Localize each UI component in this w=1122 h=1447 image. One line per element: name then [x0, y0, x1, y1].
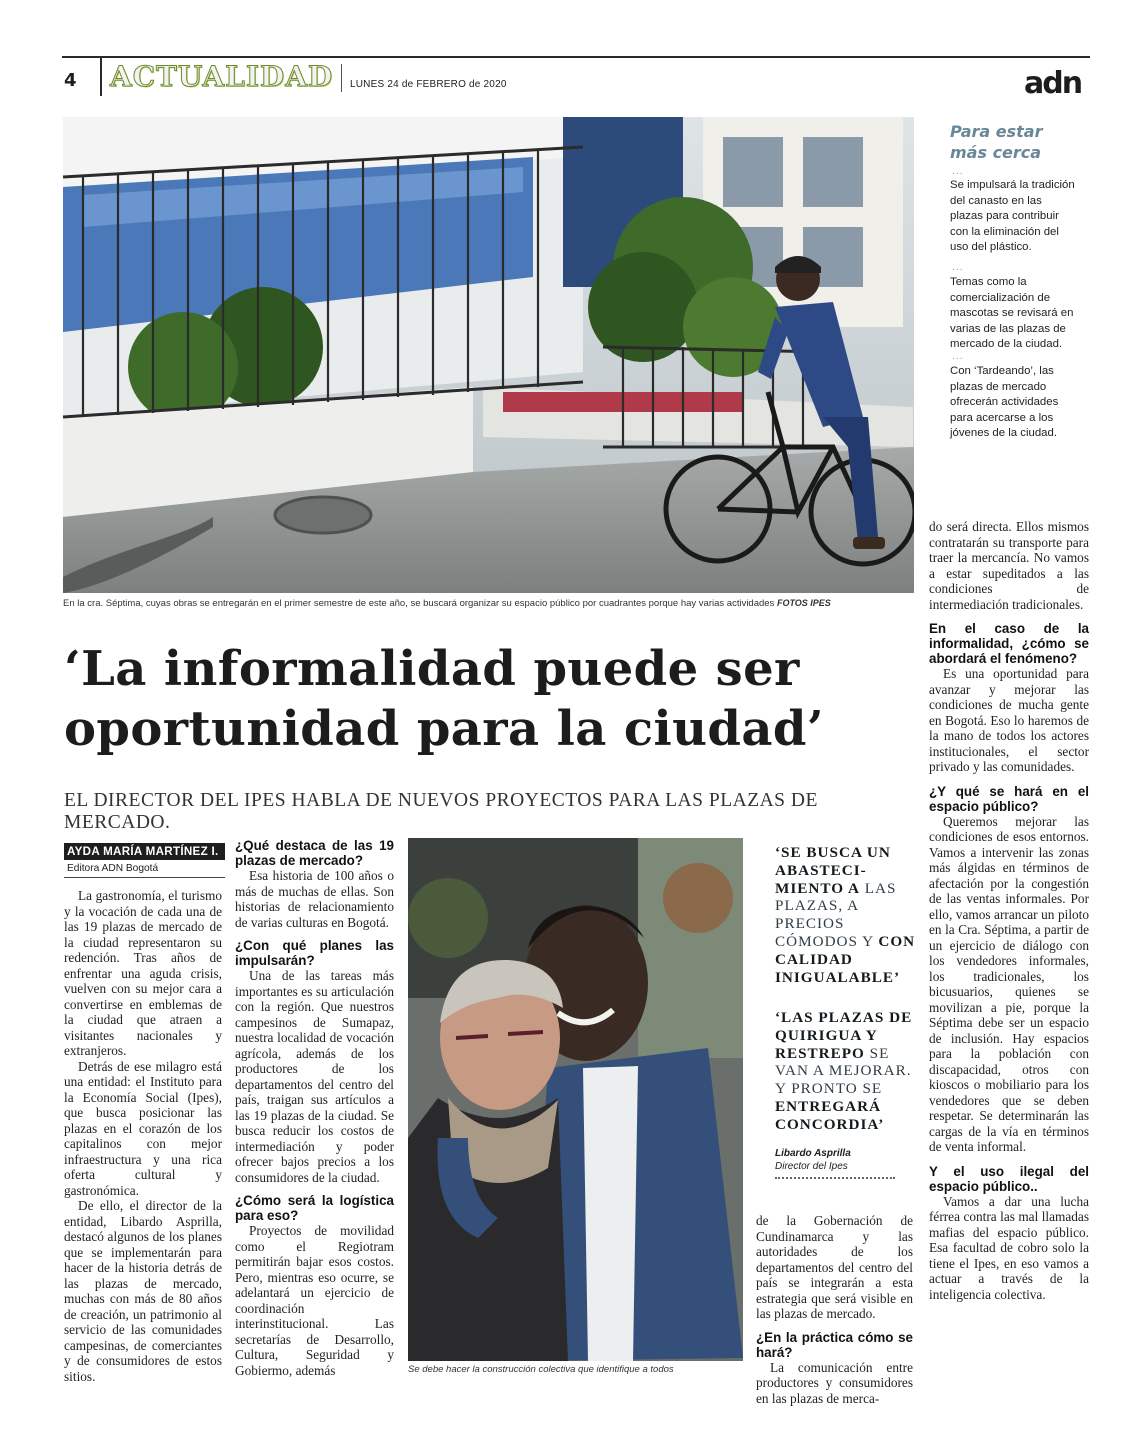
sidebar-item: Con ‘Tardeando’, las plazas de mercado ofrecerán actividades para acercarse a los jóvenes de la ciudad. [950, 365, 1059, 439]
sidebar-dots: ... [952, 263, 964, 273]
interview-answer: Esa historia de 100 años o más de muchas de ellas. Son historias de relacionamiento de varias culturas en Bogotá. [235, 868, 394, 930]
publication-date: LUNES 24 de FEBRERO de 2020 [350, 79, 507, 90]
pull-quote-bold: ‘LAS PLAZAS DE QUIRIGUA Y RESTREPO [775, 1009, 913, 1062]
quote-divider [775, 1177, 895, 1179]
interview-answer: Es una oportunidad para avanzar y mejorar las condiciones de mucha gente en Bogotá. Eso lo haremos de la mano de todos los actores institucionales, el sector privado y las comunidades. [929, 666, 1089, 774]
quote-author-role: Director del Ipes [775, 1161, 848, 1172]
sidebar-title-line1: Para estar [950, 122, 1043, 141]
interview-answer: La comunicación entre productores y consumidores en las plazas de merca- [756, 1359, 913, 1406]
pull-quote-light: SE VAN A MEJORAR. Y PRONTO SE [775, 1044, 912, 1098]
article-column-5 [929, 519, 1089, 1302]
paragraph: La gastronomía, el turismo y la vocación de cada una de las 19 plazas de mercado de la ciudad representaron su redención. Tras años de enfrentar una aguda crisis, vuelven con su mejor cara a convertirse en emblemas de la ciudad que atraen a visitantes nacionales y extranjeros. [64, 888, 222, 1058]
cyclist-photo [63, 117, 914, 593]
adn-logo: adn [1024, 66, 1082, 101]
sidebar-title-line2: más cerca [950, 143, 1042, 162]
headline-line2: oportunidad para la ciudad’ [64, 701, 824, 757]
pull-quote [775, 844, 923, 986]
byline [64, 843, 225, 878]
interview-question: Y el uso ilegal del espacio público.. [929, 1163, 1089, 1194]
interview-answer: de la Gobernación de Cundinamarca y las autoridades de los departamentos del centro del país se integrarán a esta estrategia que será visible en las plazas de mercado. [756, 1213, 913, 1321]
article-column-1 [64, 888, 222, 1384]
pull-quote-bold: ENTREGARÁ CONCORDIA’ [775, 1097, 885, 1133]
interview-answer: do será directa. Ellos mismos contratarán su transporte para traer la mercancía. No vamos a estar supeditados a las condiciones de intermediación tradicionales. [929, 519, 1089, 612]
interview-question: ¿Y qué se hará en el espacio público? [929, 783, 1089, 814]
header-divider [341, 64, 342, 92]
pull-quote-light: LAS PLAZAS, A PRECIOS CÓMODOS Y [775, 879, 897, 950]
sidebar-title [950, 121, 1090, 163]
sidebar-dots: ... [952, 352, 964, 362]
photo-credit: FOTOS IPES [776, 598, 831, 608]
kicker: EL DIRECTOR DEL IPES HABLA DE NUEVOS PROYECTOS PARA LAS PLAZAS DE MERCADO. [64, 790, 818, 833]
interview-answer: Queremos mejorar las condiciones de esos entornos. Vamos a intervenir las zonas más álgidas en términos de afectación por la congestión de las ventas informales. Por ello, vamos arrancar un piloto en la Cra. Séptima, a partir de un ejercicio de diálogo con los vendedores informales, los tradicionales, los bicusuarios, quienes se movilizan a pie, porque la Séptima debe ser un espacio de inclusión. Hay espacios para la población con discapacidad, otros con kioscos o mobiliario para los vendedores que se deben respetar. Se determinarán las cargas de la vía en términos de venta informal. [929, 813, 1089, 1154]
paragraph: De ello, el director de la entidad, Libardo Asprilla, destacó algunos de los planes que se implementarán para hacer de la historia detrás de las plazas de mercado, muchas con más de 80 años de creación, un patrimonio al servicio de las comunidades campesinas, de comerciantes y de consumidores de estos sitios. [64, 1198, 222, 1384]
sidebar-dots: ... [952, 167, 964, 177]
byline-role: Editora ADN Bogotá [64, 860, 225, 878]
photo-caption [63, 598, 914, 609]
headline-line1: ‘La informalidad puede ser [64, 641, 800, 697]
sidebar-item: Temas como la comercialización de mascotas se revisará en varias de las plazas de mercado de la ciudad. [950, 276, 1074, 350]
section-title: ACTUALIDAD [110, 60, 334, 93]
embrace-photo [408, 838, 743, 1361]
byline-author: AYDA MARÍA MARTÍNEZ I. [64, 843, 225, 860]
interview-question: En el caso de la informalidad, ¿cómo se abordará el fenómeno? [929, 621, 1089, 666]
embrace-photo-caption: Se debe hacer la construcción colectiva que identifique a todos [408, 1364, 674, 1375]
headline [64, 639, 924, 759]
photo-caption-text: En la cra. Séptima, cuyas obras se entregarán en el primer semestre de este año, se buscará organizar su espacio público por cuadrantes porque hay varias actividades [63, 598, 775, 609]
interview-answer: Una de las tareas más importantes es su articulación con la región. Que nuestros campesinos de Sumapaz, nuestra localidad de vocación agrícola, además de los productores de los departamentos del centro del país, traigan sus artículos a las 19 plazas de la ciudad. Se busca reducir los costos de intermediación y poder ofrecer bajos precios a los consumidores de la ciudad. [235, 968, 394, 1185]
cyclist-photo-illustration [63, 117, 914, 593]
interview-answer: Proyectos de movilidad como el Regiotram permitirán bajar esos costos. Pero, mientras eso ocurre, se adelantará un ejercicio de coordinación interinstitucional. Las secretarías de Desarrollo, Cultura, Seguridad y Gobiermo, además [235, 1223, 394, 1378]
page-number: 4 [64, 70, 77, 91]
interview-question: ¿Con qué planes las impulsarán? [235, 938, 394, 968]
pull-quote-bold: CON CALIDAD INIGUALABLE’ [775, 932, 916, 986]
pull-quote-bold: ‘SE BUSCA UN ABASTECI- MIENTO A [775, 844, 891, 897]
paragraph: Detrás de ese milagro está una entidad: el Instituto para la Economía Social (Ipes), que busca posicionar las plazas en el corazón de los capitalinos con mejor infraestructura y una rica oferta cultural y gastronómica. [64, 1058, 222, 1198]
article-column-4 [756, 1213, 913, 1406]
sidebar-item: Se impulsará la tradición del canasto en las plazas para contribuir con la eliminación del uso del plástico. [950, 179, 1075, 253]
interview-question: ¿Cómo será la logística para eso? [235, 1193, 394, 1223]
interview-question: ¿Qué destaca de las 19 plazas de mercado? [235, 838, 394, 868]
quote-attribution [775, 1147, 851, 1173]
interview-question: ¿En la práctica cómo se hará? [756, 1329, 913, 1360]
quote-author-name: Libardo Asprilla [775, 1148, 851, 1159]
interview-answer: Vamos a dar una lucha férrea contra las mal llamadas mafias del espacio público. Esa facultad de cobro solo la tiene el Ipes, en eso vamos a actuar a través de la inteligencia colectiva. [929, 1193, 1089, 1302]
article-column-2 [235, 838, 394, 1378]
pull-quote [775, 1009, 923, 1134]
embrace-photo-illustration [408, 838, 743, 1361]
